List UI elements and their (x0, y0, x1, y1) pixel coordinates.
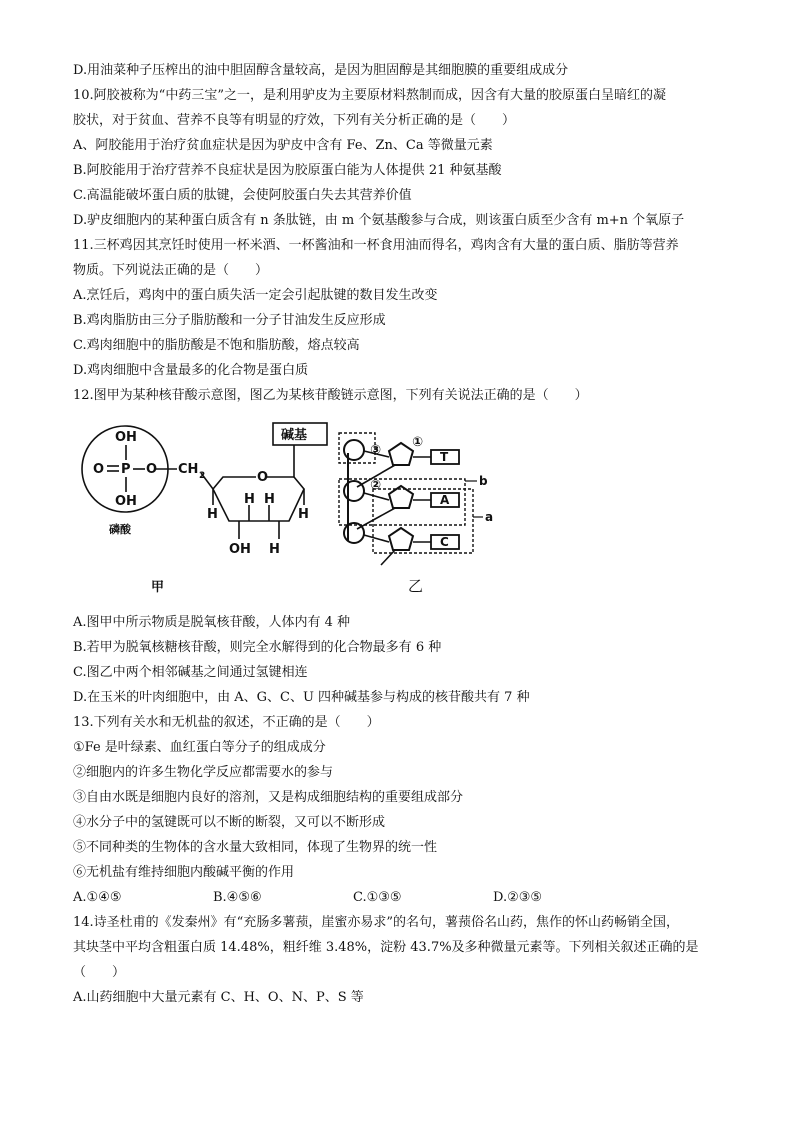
q11-stem-line-2: 物质。下列说法正确的是（ ） (73, 263, 269, 278)
q13-option-a: A.①④⑤ (73, 890, 122, 905)
q13-option-b: B.④⑤⑥ (213, 890, 262, 905)
label-circ-1: ① (412, 435, 424, 450)
figure-yi (339, 433, 483, 565)
label-base-t: T (440, 450, 449, 464)
nucleotide-diagrams (73, 413, 513, 608)
label-oh-3: OH (229, 542, 251, 557)
label-ring-o: O (257, 470, 269, 485)
q13-options (73, 885, 733, 910)
dashed-box-a (373, 489, 473, 553)
label-a: a (485, 510, 494, 524)
q10-stem-line-2: 胶状，对于贫血、营养不良等有明显的疗效，下列有关分析正确的是（ ） (73, 113, 516, 128)
label-circ-2: ② (370, 478, 382, 493)
label-oh-top: OH (115, 430, 137, 445)
label-h-5: H (269, 542, 280, 557)
q13-stem: 13.下列有关水和无机盐的叙述，不正确的是（ ） (73, 715, 380, 730)
q11-option-d: D.鸡肉细胞中含量最多的化合物是蛋白质 (73, 363, 309, 378)
label-p: P (121, 462, 131, 477)
q13-option-c: C.①③⑤ (353, 890, 402, 905)
label-o-right: O (146, 462, 158, 477)
q14-stem-line-3: （ ） (73, 965, 126, 980)
q12-figure (73, 413, 733, 608)
label-base-c: C (440, 535, 449, 549)
label-ch-sub: 2 (199, 471, 206, 481)
q14-stem-line-2: 其块茎中平均含粗蛋白质 14.48%，粗纤维 3.48%，淀粉 43.7%及多种微量元素等。下列相关叙述正确的是 (73, 940, 699, 955)
label-circ-3: ③ (370, 443, 382, 458)
q11-stem-line-1: 11.三杯鸡因其烹饪时使用一杯米酒、一杯酱油和一杯食用油而得名，鸡肉含有大量的蛋白质、脂肪等营养 (73, 238, 679, 253)
q13-item-4: ④水分子中的氢键既可以不断的断裂，又可以不断形成 (73, 815, 386, 830)
q11-option-c: C.鸡肉细胞中的脂肪酸是不饱和脂肪酸，熔点较高 (73, 338, 360, 353)
label-ch: CH (178, 462, 199, 477)
q13-item-3: ③自由水既是细胞内良好的溶剂，又是构成细胞结构的重要组成部分 (73, 790, 464, 805)
label-jia: 甲 (151, 580, 165, 595)
label-o-left: O (93, 462, 105, 477)
q12-option-c: C.图乙中两个相邻碱基之间通过氢键相连 (73, 665, 308, 680)
label-h-2: H (244, 492, 255, 507)
q12-option-a: A.图甲中所示物质是脱氧核苷酸，人体内有 4 种 (73, 615, 351, 630)
exam-page (73, 58, 733, 1010)
q12-option-d: D.在玉米的叶肉细胞中，由 A、G、C、U 四种碱基参与构成的核苷酸共有 7 种 (73, 690, 530, 705)
q12-option-b: B.若甲为脱氧核糖核苷酸，则完全水解得到的化合物最多有 6 种 (73, 640, 442, 655)
label-oh-bottom: OH (115, 494, 137, 509)
q10-option-a: A、阿胶能用于治疗贫血症状是因为驴皮中含有 Fe、Zn、Ca 等微量元素 (73, 138, 493, 153)
q13-option-d: D.②③⑤ (493, 890, 543, 905)
q10-option-c: C.高温能破坏蛋白质的肽键，会使阿胶蛋白失去其营养价值 (73, 188, 412, 203)
q12-stem: 12.图甲为某种核苷酸示意图，图乙为某核苷酸链示意图，下列有关说法正确的是（ ） (73, 388, 588, 403)
q11-option-a: A.烹饪后，鸡肉中的蛋白质失活一定会引起肽键的数目发生改变 (73, 288, 438, 303)
label-base-a: A (440, 493, 450, 507)
q13-item-6: ⑥无机盐有维持细胞内酸碱平衡的作用 (73, 865, 295, 880)
label-b: b (479, 474, 488, 488)
label-h-1: H (207, 507, 218, 522)
q13-item-2: ②细胞内的许多生物化学反应都需要水的参与 (73, 765, 334, 780)
q10-option-d: D.驴皮细胞内的某种蛋白质含有 n 条肽链，由 m 个氨基酸参与合成，则该蛋白质至少含有 m+n 个氧原子 (73, 213, 685, 228)
q9-option-d: D.用油菜种子压榨出的油中胆固醇含量较高，是因为胆固醇是其细胞膜的重要组成成分 (73, 63, 569, 78)
label-yi: 乙 (408, 577, 424, 595)
label-phosphate: 磷酸 (109, 523, 131, 536)
q10-option-b: B.阿胶能用于治疗营养不良症状是因为胶原蛋白能为人体提供 21 种氨基酸 (73, 163, 502, 178)
q13-item-1: ①Fe 是叶绿素、血红蛋白等分子的组成成分 (73, 740, 326, 755)
q14-option-a: A.山药细胞中大量元素有 C、H、O、N、P、S 等 (73, 990, 364, 1005)
label-h-4: H (298, 507, 309, 522)
q11-option-b: B.鸡肉脂肪由三分子脂肪酸和一分子甘油发生反应形成 (73, 313, 386, 328)
q14-stem-line-1: 14.诗圣杜甫的《发秦州》有“充肠多薯蓣，崖蜜亦易求”的名句，薯蓣俗名山药，焦作的怀山药畅销全国， (73, 915, 679, 930)
label-h-3: H (264, 492, 275, 507)
q10-stem-line-1: 10.阿胶被称为“中药三宝”之一，是利用驴皮为主要原材料熬制而成，因含有大量的胶原蛋白呈暗红的凝 (73, 88, 666, 103)
q13-item-5: ⑤不同种类的生物体的含水量大致相同，体现了生物界的统一性 (73, 840, 438, 855)
label-base: 碱基 (281, 428, 308, 443)
